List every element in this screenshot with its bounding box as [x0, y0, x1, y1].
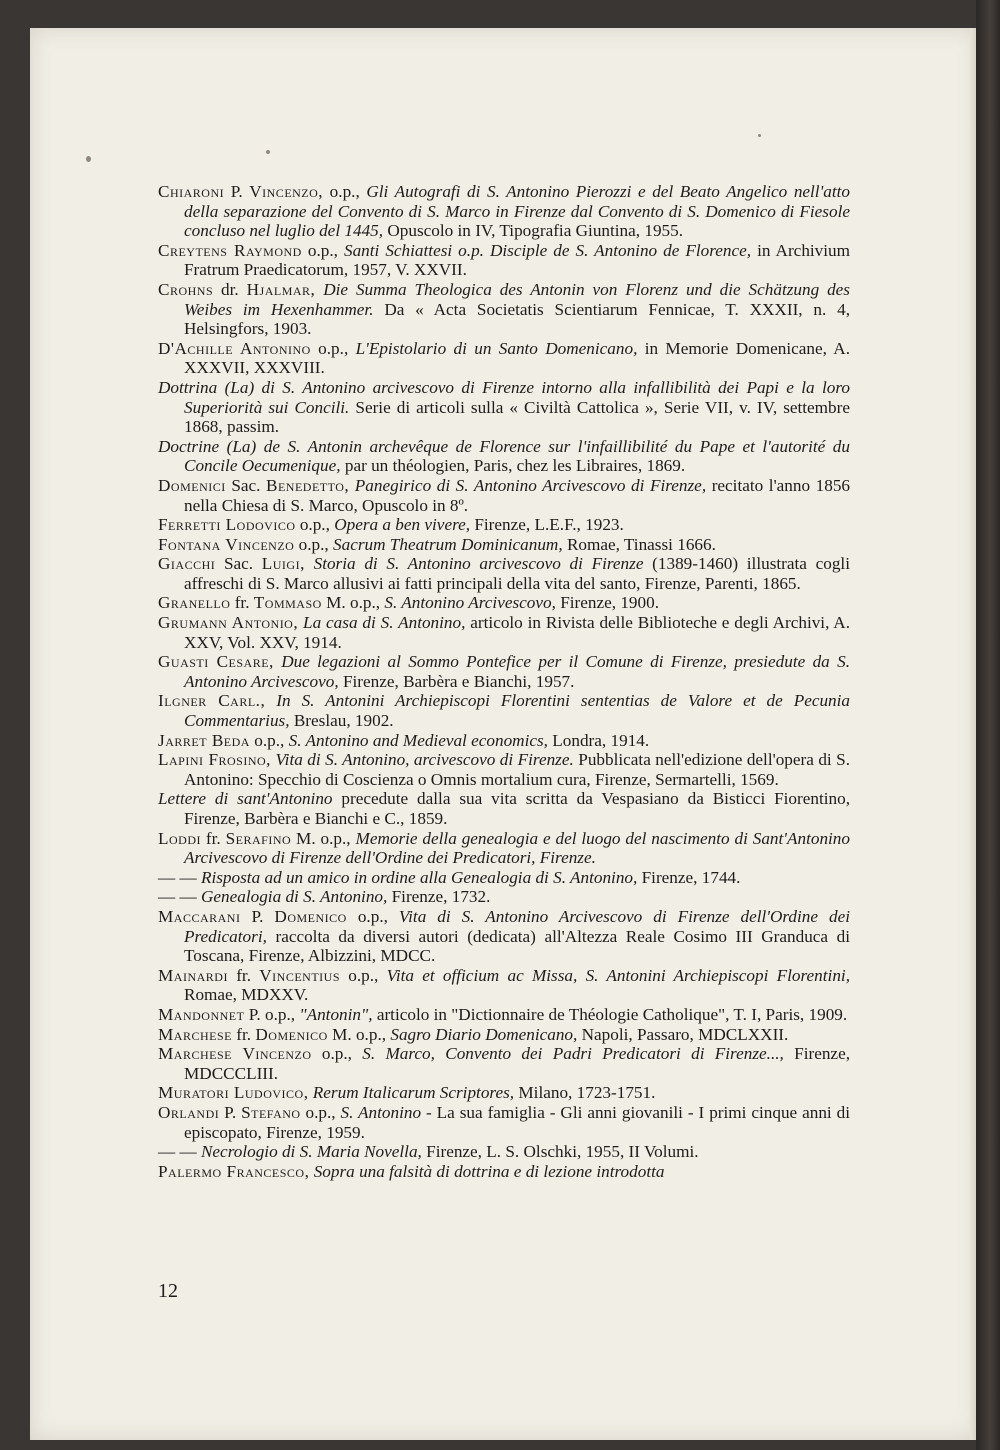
bibliography-entry [158, 593, 850, 613]
entry-text: o.p., [249, 730, 289, 750]
entry-text: o.p., [310, 338, 356, 358]
entry-title: La casa di S. Antonino, [303, 613, 466, 633]
entry-title: Vita et officium ac Missa, S. Antonini Archiepiscopi Florentini, [386, 965, 850, 985]
entry-title: Sopra una falsità di dottrina e di lezione introdotta [313, 1161, 665, 1181]
entry-title: Genealogia di S. Antonino, [200, 887, 388, 907]
entry-author: Mandonnet [158, 1004, 245, 1024]
entry-author: Domenici [158, 475, 226, 495]
entry-text: dr. [213, 279, 247, 299]
entry-title: Necrologio di S. Maria Novella, [200, 1142, 422, 1162]
entry-publication: Da « Acta Societatis Scientiarum Fennicae, T. XXXII, n. 4, Helsingfors, 1903. [184, 299, 851, 339]
entry-text: fr. [231, 1024, 256, 1044]
page-speck [86, 156, 91, 162]
entry-publication: in Archivium Fratrum Praedicatorum, 1957, V. XXVII. [184, 240, 851, 280]
entry-publication: precedute dalla sua vita scritta da Vespasiano da Bisticci Fiorentino, Firenze, Barbèra e Bianchi e C., 1859. [184, 789, 850, 828]
entry-author: Granello [158, 593, 231, 613]
entry-author: Chiaroni [158, 182, 225, 201]
entry-author-given: Vincentius [259, 965, 341, 985]
entry-author: Grumann Antonio, [158, 613, 299, 633]
entry-publication: - La sua famiglia - Gli anni giovanili - I primi cinque anni di episcopato, Firenze, 1959. [184, 1102, 851, 1142]
entry-author: Lapini Frosino, [158, 750, 271, 770]
bibliography-entry [158, 378, 850, 437]
entry-author-given: Tommaso [253, 593, 322, 613]
entry-author: Orlandi [158, 1102, 220, 1122]
entry-title: S. Antonino and Medieval economics, [288, 730, 548, 750]
entry-title: S. Antonino Arcivescovo, [384, 593, 556, 613]
entry-text [305, 554, 314, 573]
entry-text: M. o.p., [291, 828, 356, 848]
entry-title: "Antonin", [299, 1004, 373, 1024]
entry-author-given: Domenico [274, 906, 347, 926]
entry-title: Die Summa Theologica des Antonin von Florenz und die Schätzung des Weibes im Hexenhammer. [184, 279, 850, 319]
entry-text: — — [158, 1142, 201, 1162]
entry-title: Vita di S. Antonino, arcivescovo di Firenze. [275, 750, 574, 770]
entry-author: D'Achille Antonino [158, 338, 311, 358]
entry-publication: Firenze, 1732. [387, 887, 491, 907]
bibliography-entry [158, 515, 850, 535]
bibliography-list [158, 182, 850, 1181]
entry-publication: Breslau, 1902. [289, 711, 394, 731]
bibliography-entry [158, 789, 850, 828]
bibliography-entry [158, 554, 850, 593]
entry-title: Dottrina (La) di S. Antonino arcivescovo di Firenze intorno alla infallibilità dei Papi e la loro Superiorità sui Concili. [158, 377, 850, 417]
entry-title: Opera a ben vivere, [334, 515, 471, 535]
bibliography-entry [158, 1142, 850, 1162]
bibliography-entry [158, 476, 850, 515]
entry-text: P. o.p., [244, 1004, 300, 1024]
entry-author: Creytens Raymond [158, 240, 302, 260]
entry-publication: Firenze, L. S. Olschki, 1955, II Volumi. [421, 1142, 699, 1162]
entry-author: Marchese Vincenzo [158, 1044, 312, 1064]
bibliography-entry [158, 182, 850, 241]
entry-author: Ilgner Carl., [158, 691, 266, 711]
entry-publication: articolo in Rivista delle Biblioteche e degli Archivi, A. XXV, Vol. XXV, 1914. [184, 613, 851, 652]
entry-title: L'Epistolario di un Santo Domenicano, [355, 338, 638, 358]
entry-title: S. Antonino [340, 1102, 422, 1122]
entry-publication: Firenze, 1900. [555, 593, 660, 613]
page-speck [266, 150, 270, 154]
entry-title: Memorie della genealogia e del luogo del nascimento di Sant'Antonino Arcivescovo di Firenze dell'Ordine dei Predicatori, Firenze. [184, 828, 850, 868]
entry-text: o.p., [346, 906, 399, 926]
entry-text: Sac. [225, 475, 267, 495]
entry-author: Ferretti Lodovico [158, 515, 296, 535]
entry-publication: Londra, 1914. [547, 730, 650, 750]
bibliography-entry [158, 241, 850, 280]
entry-title: Rerum Italicarum Scriptores, [312, 1083, 515, 1103]
entry-author: Palermo Francesco, [158, 1161, 310, 1181]
entry-author: Fontana Vincenzo [158, 534, 295, 554]
entry-publication: Firenze, MDCCCLIII. [184, 1044, 850, 1083]
bibliography-entry [158, 750, 850, 789]
entry-author: Guasti Cesare, [158, 652, 274, 672]
entry-publication: articolo in "Dictionnaire de Théologie Catholique", T. I, Paris, 1909. [372, 1004, 848, 1024]
bibliography-entry [158, 1162, 850, 1182]
entry-publication: Milano, 1723-1751. [514, 1083, 656, 1103]
entry-text: P. [224, 182, 250, 201]
entry-title: Sacrum Theatrum Dominicanum, [333, 534, 563, 554]
entry-text: — — [158, 887, 201, 907]
entry-title: In S. Antonini Archiepiscopi Florentini sententias de Valore et de Pecunia Commentarius, [184, 691, 851, 731]
entry-title: Panegirico di S. Antonino Arcivescovo di Firenze, [354, 475, 707, 495]
entry-text: fr. [227, 965, 260, 985]
bibliography-entry [158, 691, 850, 730]
bibliography-entry [158, 1044, 850, 1083]
bibliography-entry [158, 339, 850, 378]
page-speck [758, 134, 761, 137]
bibliography-entry [158, 1083, 850, 1103]
bibliography-entry [158, 907, 850, 966]
entry-text: o.p., [295, 515, 335, 535]
entry-author-given: Domenico [255, 1024, 328, 1044]
entry-publication: Pubblicata nell'edizione dell'opera di S. Antonino: Specchio di Coscienza o Omnis mortalium cura, Firenze, Sermartelli, 1569. [184, 750, 851, 789]
bibliography-entry [158, 868, 850, 888]
entry-publication: in Memorie Domenicane, A. XXXVII, XXXVIII. [184, 338, 851, 378]
bibliography-entry [158, 731, 850, 751]
bibliography-entry [158, 652, 850, 691]
entry-text: o.p., [323, 182, 367, 201]
entry-publication: Serie di articoli sulla « Civiltà Cattolica », Serie VII, v. IV, settembre 1868, passim. [184, 397, 850, 437]
entry-text: o.p., [311, 1044, 363, 1064]
entry-publication: Romae, MDXXV. [184, 985, 309, 1005]
entry-publication: Opuscolo in IV, Tipografia Giuntina, 1955. [383, 221, 684, 241]
entry-publication: (1389-1460) illustrata cogli affreschi di S. Marco allusivi ai fatti principali della vita del santo, Firenze, Parenti, 1865. [184, 554, 850, 593]
entry-publication: Firenze, 1744. [637, 867, 741, 887]
entry-text: M. o.p., [321, 593, 385, 613]
entry-author: Giacchi [158, 554, 216, 574]
entry-text: Sac. [215, 554, 262, 574]
bibliography-entry [158, 966, 850, 1005]
entry-publication: recitato l'anno 1856 nella Chiesa di S. Marco, Opuscolo in 8º. [184, 475, 851, 515]
entry-title: Doctrine (La) de S. Antonin archevêque de Florence sur l'infaillibilité du Pape et l'autorité du Concile Oecumenique, [158, 436, 850, 476]
bibliography-entry [158, 437, 850, 476]
entry-title: Vita di S. Antonino Arcivescovo di Firenze dell'Ordine dei Predicatori, [184, 906, 851, 946]
entry-text: M. o.p., [327, 1024, 391, 1044]
bibliography-entry [158, 829, 850, 868]
entry-author-given: Vincenzo, [249, 182, 324, 201]
entry-text: P. [240, 906, 275, 926]
entry-author-given: Stefano [241, 1102, 301, 1122]
entry-publication: Napoli, Passaro, MDCLXXII. [577, 1024, 789, 1044]
entry-title: Risposta ad un amico in ordine alla Genealogia di S. Antonino, [200, 867, 638, 887]
page-number: 12 [158, 1280, 178, 1302]
entry-text [265, 691, 276, 710]
bibliography-entry [158, 1025, 850, 1045]
entry-text: o.p., [301, 240, 344, 260]
entry-text: o.p., [294, 534, 333, 554]
entry-author: Jarret Beda [158, 730, 250, 750]
entry-publication: Firenze, Barbèra e Bianchi, 1957. [338, 671, 575, 691]
entry-author: Crohns [158, 279, 214, 299]
entry-publication: Firenze, L.E.F., 1923. [470, 515, 624, 535]
entry-author: Loddi [158, 828, 201, 848]
entry-text: P. [219, 1102, 242, 1122]
entry-title: Santi Schiattesi o.p. Disciple de S. Antonino de Florence, [343, 240, 752, 260]
book-spine [976, 0, 1000, 1450]
entry-author: Marchese [158, 1024, 232, 1044]
entry-text: o.p., [300, 1102, 341, 1122]
bibliography-entry [158, 887, 850, 907]
entry-title: Storia di S. Antonino arcivescovo di Firenze [313, 554, 644, 574]
bibliography-entry [158, 613, 850, 652]
entry-publication: par un théologien, Paris, chez les Libraires, 1869. [340, 456, 686, 476]
entry-title: S. Marco, Convento dei Padri Predicatori di Firenze..., [362, 1044, 784, 1064]
bibliography-entry [158, 535, 850, 555]
entry-title: Lettere di sant'Antonino [158, 789, 333, 809]
entry-author-given: Luigi, [261, 554, 305, 574]
entry-author-given: Hjalmar, [246, 279, 316, 299]
entry-text: fr. [230, 593, 254, 613]
entry-author-given: Benedetto, [266, 475, 350, 495]
entry-text: o.p., [340, 965, 387, 985]
bibliography-entry [158, 1005, 850, 1025]
bibliography-entry [158, 280, 850, 339]
entry-publication: raccolta da diversi autori (dedicata) all'Altezza Reale Cosimo III Granduca di Toscana, Firenze, Albizzini, MDCC. [184, 926, 850, 966]
entry-text: — — [158, 867, 201, 887]
entry-title: Gli Autografi di S. Antonino Pierozzi e del Beato Angelico nell'atto della separazione del Convento di S. Marco in Firenze dal Convento di S. Domenico di Fiesole concluso nel luglio del 1445, [184, 182, 851, 241]
entry-publication: Romae, Tinassi 1666. [562, 534, 716, 554]
entry-author-given: Serafino [225, 828, 292, 848]
entry-title: Due legazioni al Sommo Pontefice per il Comune di Firenze, presiedute da S. Antonino Arcivescovo, [184, 652, 851, 691]
entry-author: Maccarani [158, 906, 241, 926]
bibliography-entry [158, 1103, 850, 1142]
entry-title: Sagro Diario Domenicano, [390, 1024, 578, 1044]
entry-text: fr. [201, 828, 226, 848]
entry-author: Mainardi [158, 965, 228, 985]
entry-author: Muratori Ludovico, [158, 1083, 309, 1103]
